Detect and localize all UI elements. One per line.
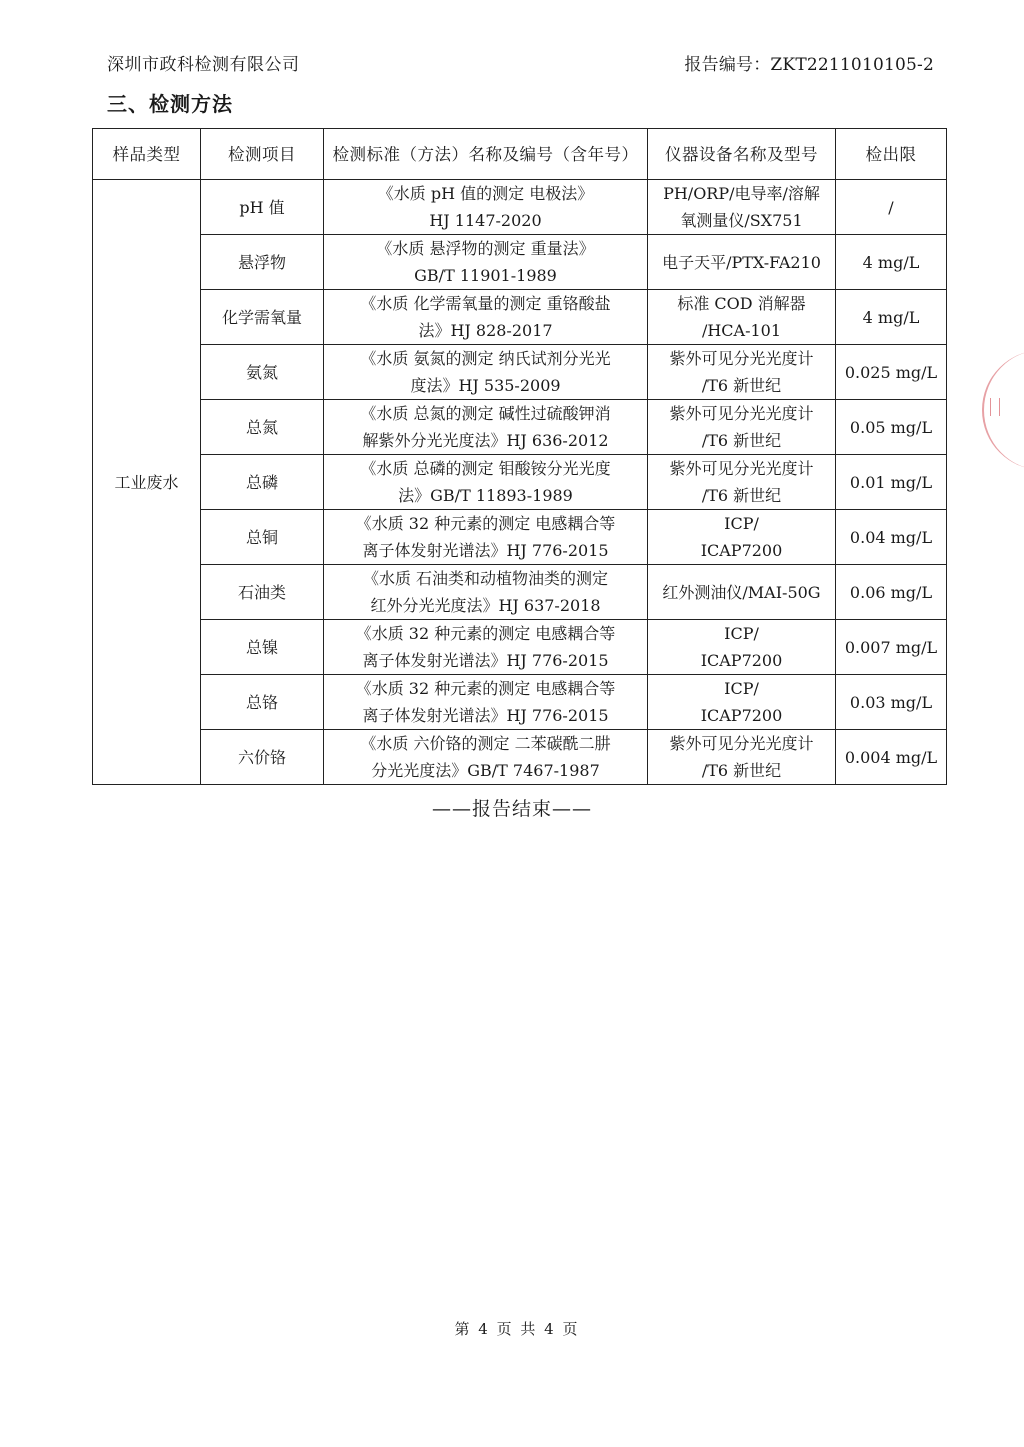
instrument-cell	[648, 345, 836, 400]
standard-cell	[324, 455, 648, 510]
test-item: pH 值	[201, 180, 324, 235]
instrument-line: ICP/	[724, 679, 759, 698]
standard-code: 离子体发射光谱法》HJ 776-2015	[362, 706, 609, 725]
instrument-line: 紫外可见分光光度计	[669, 404, 814, 423]
standard-cell	[324, 620, 648, 675]
header-test-item: 检测项目	[201, 129, 324, 180]
standard-cell	[324, 400, 648, 455]
seal-stamp-mark	[990, 398, 1000, 416]
instrument-model: /T6 新世纪	[701, 761, 782, 780]
detection-limit: 0.03 mg/L	[836, 675, 947, 730]
table-row	[93, 565, 947, 620]
standard-code: 解紫外分光光度法》HJ 636-2012	[362, 431, 609, 450]
instrument-cell	[648, 180, 836, 235]
test-item: 六价铬	[201, 730, 324, 785]
section-title: 三、检测方法	[107, 92, 233, 116]
table-header-row	[93, 129, 947, 180]
standard-line: 《水质 32 种元素的测定 电感耦合等	[355, 514, 616, 533]
instrument-line: 紫外可见分光光度计	[669, 349, 814, 368]
standard-cell	[324, 730, 648, 785]
test-item: 总氮	[201, 400, 324, 455]
standard-cell	[324, 565, 648, 620]
table-row	[93, 620, 947, 675]
table-row	[93, 180, 947, 235]
standard-line: 《水质 总氮的测定 碱性过硫酸钾消	[360, 404, 611, 423]
seal-stamp-edge	[982, 350, 1024, 470]
standard-line: 《水质 石油类和动植物油类的测定	[362, 569, 609, 588]
instrument-cell	[648, 565, 836, 620]
header-standard: 检测标准（方法）名称及编号（含年号）	[324, 129, 648, 180]
standard-line: 《水质 总磷的测定 钼酸铵分光光度	[360, 459, 611, 478]
test-methods-table	[92, 128, 947, 785]
test-item: 氨氮	[201, 345, 324, 400]
test-item: 化学需氧量	[201, 290, 324, 345]
table-row	[93, 730, 947, 785]
instrument-cell	[648, 290, 836, 345]
standard-line: 《水质 32 种元素的测定 电感耦合等	[355, 679, 616, 698]
standard-line: 《水质 32 种元素的测定 电感耦合等	[355, 624, 616, 643]
standard-cell	[324, 510, 648, 565]
table-row	[93, 345, 947, 400]
table-row	[93, 290, 947, 345]
standard-code: 红外分光光度法》HJ 637-2018	[370, 596, 601, 615]
header-instrument: 仪器设备名称及型号	[648, 129, 836, 180]
standard-line: 《水质 悬浮物的测定 重量法》	[376, 239, 595, 258]
detection-limit: 0.04 mg/L	[836, 510, 947, 565]
instrument-model: /HCA-101	[701, 321, 782, 340]
instrument-line: ICP/	[724, 514, 759, 533]
instrument-line: PH/ORP/电导率/溶解	[663, 184, 820, 203]
table-row	[93, 510, 947, 565]
instrument-cell	[648, 400, 836, 455]
instrument-model: ICAP7200	[700, 651, 783, 670]
header-detection-limit: 检出限	[836, 129, 947, 180]
instrument-line: ICP/	[724, 624, 759, 643]
standard-code: 离子体发射光谱法》HJ 776-2015	[362, 651, 609, 670]
standard-code: 离子体发射光谱法》HJ 776-2015	[362, 541, 609, 560]
detection-limit: 4 mg/L	[836, 290, 947, 345]
instrument-cell	[648, 455, 836, 510]
table-row	[93, 235, 947, 290]
standard-cell	[324, 675, 648, 730]
standard-code: GB/T 11901-1989	[414, 266, 557, 285]
detection-limit: 0.01 mg/L	[836, 455, 947, 510]
header-sample-type: 样品类型	[93, 129, 201, 180]
standard-line: 《水质 pH 值的测定 电极法》	[377, 184, 594, 203]
standard-code: 分光光度法》GB/T 7467-1987	[371, 761, 600, 780]
detection-limit: 0.007 mg/L	[836, 620, 947, 675]
instrument-line: 标准 COD 消解器	[677, 294, 806, 313]
test-item: 悬浮物	[201, 235, 324, 290]
instrument-cell	[648, 620, 836, 675]
detection-limit: 4 mg/L	[836, 235, 947, 290]
instrument-model: ICAP7200	[700, 541, 783, 560]
sample-type-cell: 工业废水	[93, 180, 201, 785]
standard-code: 法》HJ 828-2017	[418, 321, 553, 340]
test-item: 总镍	[201, 620, 324, 675]
test-item: 石油类	[201, 565, 324, 620]
detection-limit: 0.004 mg/L	[836, 730, 947, 785]
standard-code: 法》GB/T 11893-1989	[398, 486, 573, 505]
standard-code: HJ 1147-2020	[429, 211, 542, 230]
instrument-model: /T6 新世纪	[701, 486, 782, 505]
instrument-model: 氧测量仪/SX751	[680, 211, 803, 230]
standard-line: 《水质 化学需氧量的测定 重铬酸盐	[360, 294, 611, 313]
instrument-cell	[648, 510, 836, 565]
detection-limit: 0.025 mg/L	[836, 345, 947, 400]
report-end-mark: ——报告结束——	[431, 798, 592, 820]
instrument-line: 红外测油仪/MAI-50G	[662, 582, 821, 602]
instrument-model: /T6 新世纪	[701, 431, 782, 450]
instrument-line: 电子天平/PTX-FA210	[662, 252, 821, 272]
page-number: 第 4 页 共 4 页	[454, 1320, 580, 1338]
test-item: 总铜	[201, 510, 324, 565]
standard-cell	[324, 345, 648, 400]
company-name: 深圳市政科检测有限公司	[107, 55, 300, 75]
instrument-cell	[648, 730, 836, 785]
standard-code: 度法》HJ 535-2009	[410, 376, 561, 395]
table-row	[93, 400, 947, 455]
standard-cell	[324, 235, 648, 290]
test-item: 总磷	[201, 455, 324, 510]
test-item: 总铬	[201, 675, 324, 730]
instrument-line: 紫外可见分光光度计	[669, 734, 814, 753]
detection-limit: 0.05 mg/L	[836, 400, 947, 455]
standard-cell	[324, 180, 648, 235]
table-row	[93, 455, 947, 510]
standard-cell	[324, 290, 648, 345]
detection-limit: /	[836, 180, 947, 235]
instrument-line: 紫外可见分光光度计	[669, 459, 814, 478]
standard-line: 《水质 氨氮的测定 纳氏试剂分光光	[360, 349, 611, 368]
instrument-cell	[648, 235, 836, 290]
detection-limit: 0.06 mg/L	[836, 565, 947, 620]
standard-line: 《水质 六价铬的测定 二苯碳酰二肼	[360, 734, 611, 753]
table-row	[93, 675, 947, 730]
instrument-model: /T6 新世纪	[701, 376, 782, 395]
instrument-model: ICAP7200	[700, 706, 783, 725]
instrument-cell	[648, 675, 836, 730]
report-number: 报告编号：ZKT2211010105-2	[684, 55, 934, 75]
